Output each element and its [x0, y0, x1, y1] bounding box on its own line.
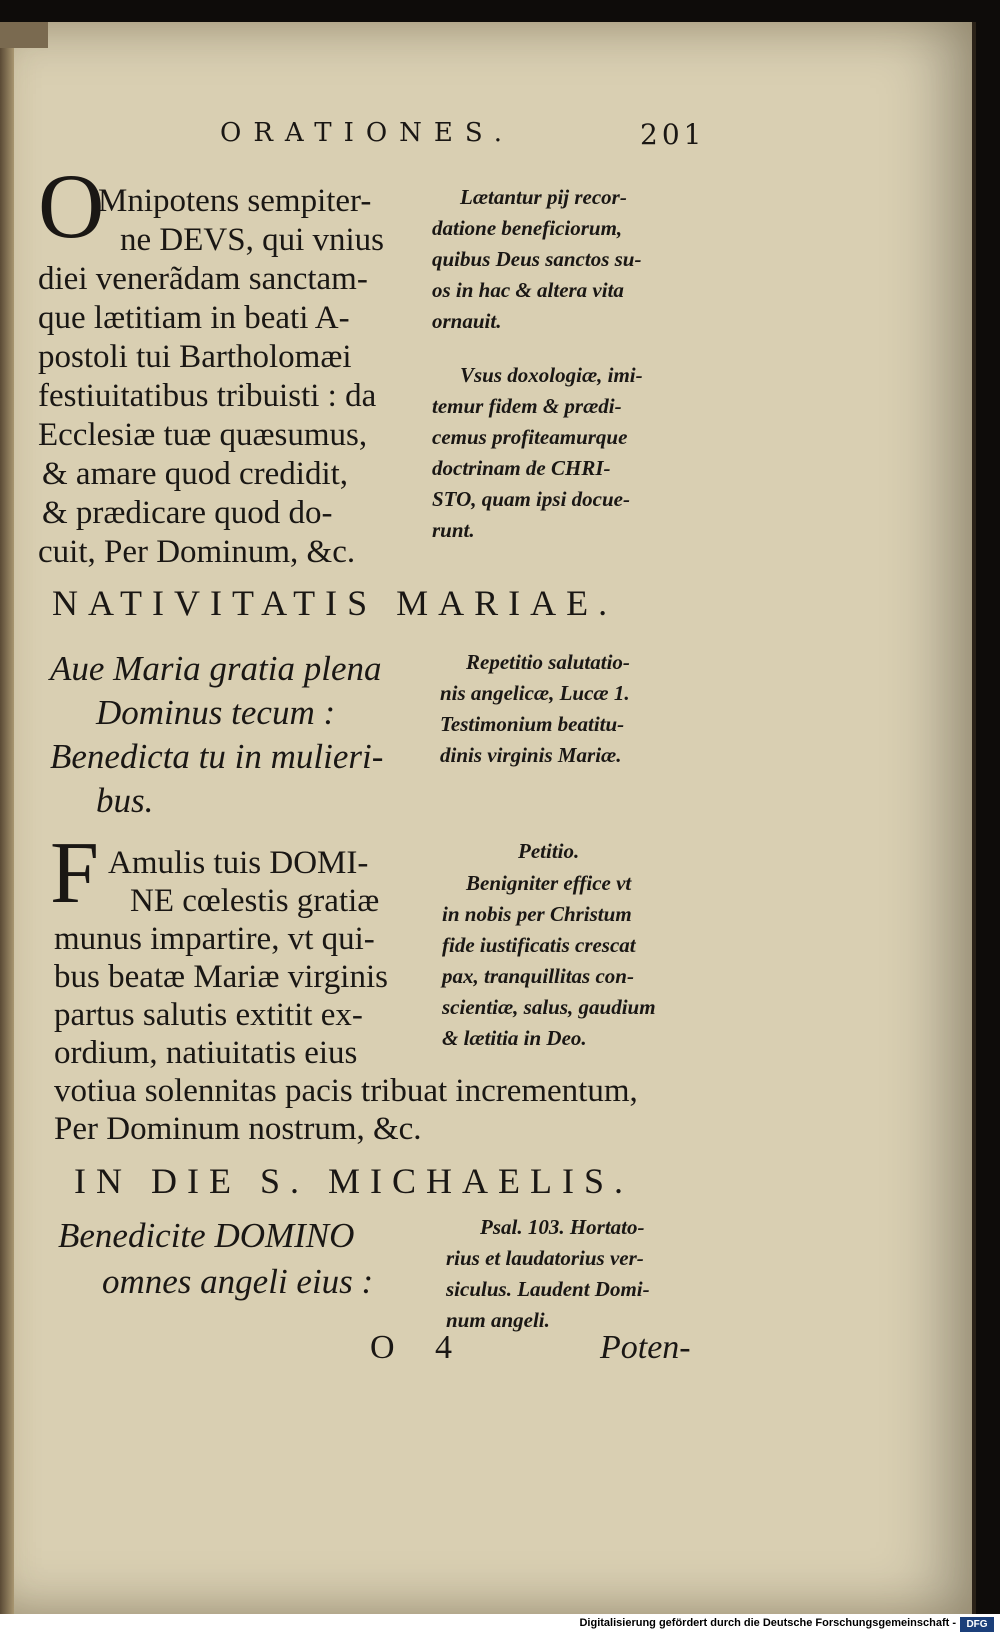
verse-line: Benedicite DOMINO	[58, 1216, 355, 1255]
dropcap-f: F	[50, 825, 99, 922]
prayer-line: bus beatæ Mariæ virginis	[54, 959, 388, 995]
signature-mark: O 4	[370, 1329, 453, 1366]
margin-note-line: temur fidem & prædi-	[432, 394, 622, 418]
prayer-line: Amulis tuis DOMI-	[108, 845, 369, 881]
digitization-footer	[0, 1614, 1000, 1635]
verse-line: Benedicta tu in mulieri-	[50, 737, 384, 776]
prayer-line: munus impartire, vt qui-	[54, 921, 375, 957]
margin-note-line: datione beneficiorum,	[432, 216, 623, 240]
margin-note-line: & lætitia in Deo.	[442, 1026, 587, 1050]
margin-note-line: quibus Deus sanctos su-	[432, 247, 642, 271]
footer-credit: Digitalisierung gefördert durch die Deutsche Forschungsgemeinschaft -	[579, 1617, 956, 1629]
prayer-line: Ecclesiæ tuæ quæsumus,	[38, 417, 368, 453]
prayer-line: Mnipotens sempiter-	[98, 183, 372, 219]
section-title-michaelis: IN DIE S. MICHAELIS.	[74, 1161, 633, 1201]
margin-note-line: siculus. Laudent Domi-	[446, 1277, 650, 1301]
verse-line: omnes angeli eius :	[102, 1262, 374, 1301]
book-spine	[0, 22, 14, 1614]
margin-note-line: cemus profiteamurque	[432, 425, 628, 449]
section-title-nativitatis: NATIVITATIS MARIAE.	[52, 583, 618, 623]
margin-note-line: Repetitio salutatio-	[466, 650, 630, 674]
verse-line: Aue Maria gratia plena	[50, 649, 382, 688]
margin-note-line: scientiæ, salus, gaudium	[442, 995, 656, 1019]
dfg-logo: DFG	[960, 1617, 994, 1632]
margin-note-line: rius et laudatorius ver-	[446, 1246, 644, 1270]
margin-note-line: STO, quam ipsi docue-	[432, 487, 630, 511]
margin-note-line: Vsus doxologiæ, imi-	[460, 363, 643, 387]
prayer-line: diei venerãdam sanctam-	[38, 261, 368, 297]
prayer-line: Per Dominum nostrum, &c.	[54, 1111, 422, 1147]
margin-note-line: nis angelicæ, Lucæ 1.	[440, 681, 630, 705]
prayer-line: votiua solennitas pacis tribuat incrementum,	[54, 1073, 638, 1109]
prayer-line: ne DEVS, qui vnius	[120, 222, 384, 258]
verse-line: bus.	[96, 781, 154, 820]
margin-note-line: ornauit.	[432, 309, 502, 333]
margin-note-line: doctrinam de CHRI-	[432, 456, 611, 480]
prayer-line: que lætitiam in beati A-	[38, 300, 350, 336]
margin-note-line: fide iustificatis crescat	[442, 933, 636, 957]
margin-note-line: num angeli.	[446, 1308, 550, 1332]
margin-note-line: Psal. 103. Hortato-	[480, 1215, 645, 1239]
margin-note-line: runt.	[432, 518, 475, 542]
verse-line: Dominus tecum :	[96, 693, 336, 732]
prayer-line: & prædicare quod do-	[42, 495, 333, 531]
margin-note-line: Petitio.	[518, 839, 580, 863]
prayer-line: partus salutis extitit ex-	[54, 997, 363, 1033]
dropcap-o: O	[38, 155, 105, 257]
book-page	[0, 22, 976, 1614]
margin-note-line: os in hac & altera vita	[432, 278, 624, 302]
margin-note-line: pax, tranquillitas con-	[442, 964, 634, 988]
prayer-line: postoli tui Bartholomæi	[38, 339, 352, 375]
margin-note-line: dinis virginis Mariæ.	[440, 743, 622, 767]
page-number: 201	[640, 118, 706, 151]
margin-note-line: Lætantur pij recor-	[460, 185, 627, 209]
margin-note-line: in nobis per Christum	[442, 902, 632, 926]
catchword: Poten-	[600, 1329, 691, 1366]
prayer-line: NE cœlestis gratiæ	[130, 883, 380, 919]
margin-note-line: Testimonium beatitu-	[440, 712, 625, 736]
running-head: ORATIONES.	[220, 118, 515, 148]
prayer-line: cuit, Per Dominum, &c.	[38, 534, 356, 570]
margin-note-line: Benigniter effice vt	[466, 871, 632, 895]
prayer-line: festiuitatibus tribuisti : da	[38, 378, 377, 414]
prayer-line: & amare quod credidit,	[42, 456, 349, 492]
prayer-line: ordium, natiuitatis eius	[54, 1035, 358, 1071]
page-corner	[0, 22, 48, 48]
